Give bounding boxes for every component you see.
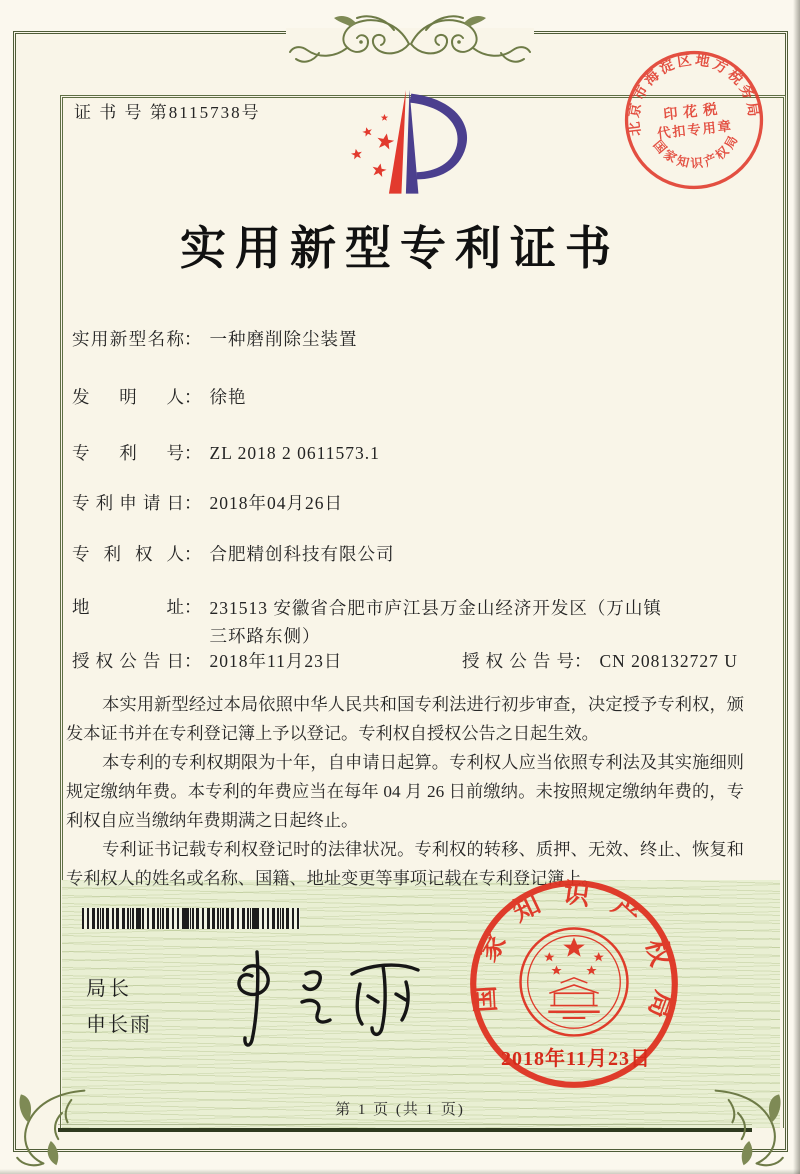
field-colon: ：	[184, 544, 202, 564]
field-utility-model-name	[72, 326, 358, 351]
director-title-label: 局长	[86, 978, 132, 1000]
field-value: 2018年11月23日	[209, 651, 343, 671]
field-value: CN 208132727 U	[599, 651, 738, 671]
field-colon: ：	[184, 443, 202, 463]
cnipa-logo-icon	[338, 84, 472, 206]
certificate-title: 实用新型专利证书	[180, 223, 620, 274]
barcode	[82, 908, 300, 929]
scan-edge-shadow	[793, 0, 800, 1174]
field-value: ZL 2018 2 0611573.1	[209, 443, 380, 463]
inner-frame-bottom-line	[58, 1128, 752, 1132]
field-colon: ：	[184, 651, 202, 671]
field-grant-date	[72, 648, 342, 673]
field-label: 专利权人	[72, 544, 184, 564]
tax-stamp-seal	[618, 44, 770, 196]
field-colon: ：	[184, 493, 202, 513]
field-colon: ：	[184, 387, 202, 407]
field-label: 授权公告日	[72, 651, 184, 671]
field-colon: ：	[184, 597, 202, 617]
field-value: 2018年04月26日	[209, 493, 343, 513]
legal-paragraph-2: 本专利的专利权期限为十年，自申请日起算。专利权人应当依照专利法及其实施细则规定缴纳年费。本专利的年费应当在每年 04 月 26 日前缴纳。未按照规定缴纳年费的，专利权自应当缴纳年费期满之日起终止。	[66, 753, 744, 830]
dragon-ornament-icon	[280, 4, 540, 76]
legal-text-block	[66, 690, 744, 893]
field-label: 专利申请日	[72, 493, 184, 513]
tax-stamp-bottom-text: 国家知识产权局	[650, 131, 742, 171]
seal-date: 2018年11月23日	[501, 1048, 651, 1070]
field-label: 授权公告号	[462, 651, 574, 671]
field-inventor	[72, 384, 247, 409]
field-patentee	[72, 541, 395, 566]
field-value: 徐艳	[209, 387, 247, 407]
field-address	[72, 594, 770, 650]
field-label: 实用新型名称	[72, 329, 184, 349]
certificate-number: 证 书 号 第8115738号	[74, 103, 261, 122]
tax-stamp-top-text: 北京市海淀区地方税务局	[626, 52, 762, 137]
national-emblem-icon	[521, 928, 628, 1035]
address-line-2: 三环路东侧）	[209, 626, 321, 646]
field-label: 专利号	[72, 443, 184, 463]
field-grant-number	[462, 648, 738, 673]
inner-frame-bottom-thin-line	[58, 1124, 752, 1125]
field-label: 发明人	[72, 387, 184, 407]
legal-paragraph-3: 专利证书记载专利权登记时的法律状况。专利权的转移、质押、无效、终止、恢复和专利权人的姓名或名称、国籍、地址变更等事项记载在专利登记簿上。	[66, 840, 744, 888]
field-filing-date	[72, 490, 343, 515]
legal-paragraph-1: 本实用新型经过本局依照中华人民共和国专利法进行初步审查，决定授予专利权，颁发本证书并在专利登记簿上予以登记。专利权自授权公告之日起生效。	[66, 695, 744, 743]
field-value: 合肥精创科技有限公司	[209, 544, 395, 564]
director-name-label: 申长雨	[86, 1014, 152, 1036]
tax-stamp-line1: 印花税	[662, 101, 724, 124]
tax-stamp-line2: 代扣专用章	[656, 118, 734, 142]
address-line-1: 231513 安徽省合肥市庐江县万金山经济开发区（万山镇	[209, 598, 662, 618]
signature-handwriting	[210, 940, 440, 1050]
field-value: 一种磨削除尘装置	[209, 329, 358, 349]
field-colon: ：	[574, 651, 592, 671]
field-value	[210, 594, 770, 650]
field-label: 地址	[72, 597, 184, 617]
page-number-footer: 第 1 页 (共 1 页)	[335, 1102, 465, 1118]
seal-ring-text: 国家知识产权局	[468, 877, 681, 1042]
field-patent-number	[72, 440, 380, 465]
field-colon: ：	[184, 329, 202, 349]
scan-edge-shadow	[0, 1169, 800, 1174]
